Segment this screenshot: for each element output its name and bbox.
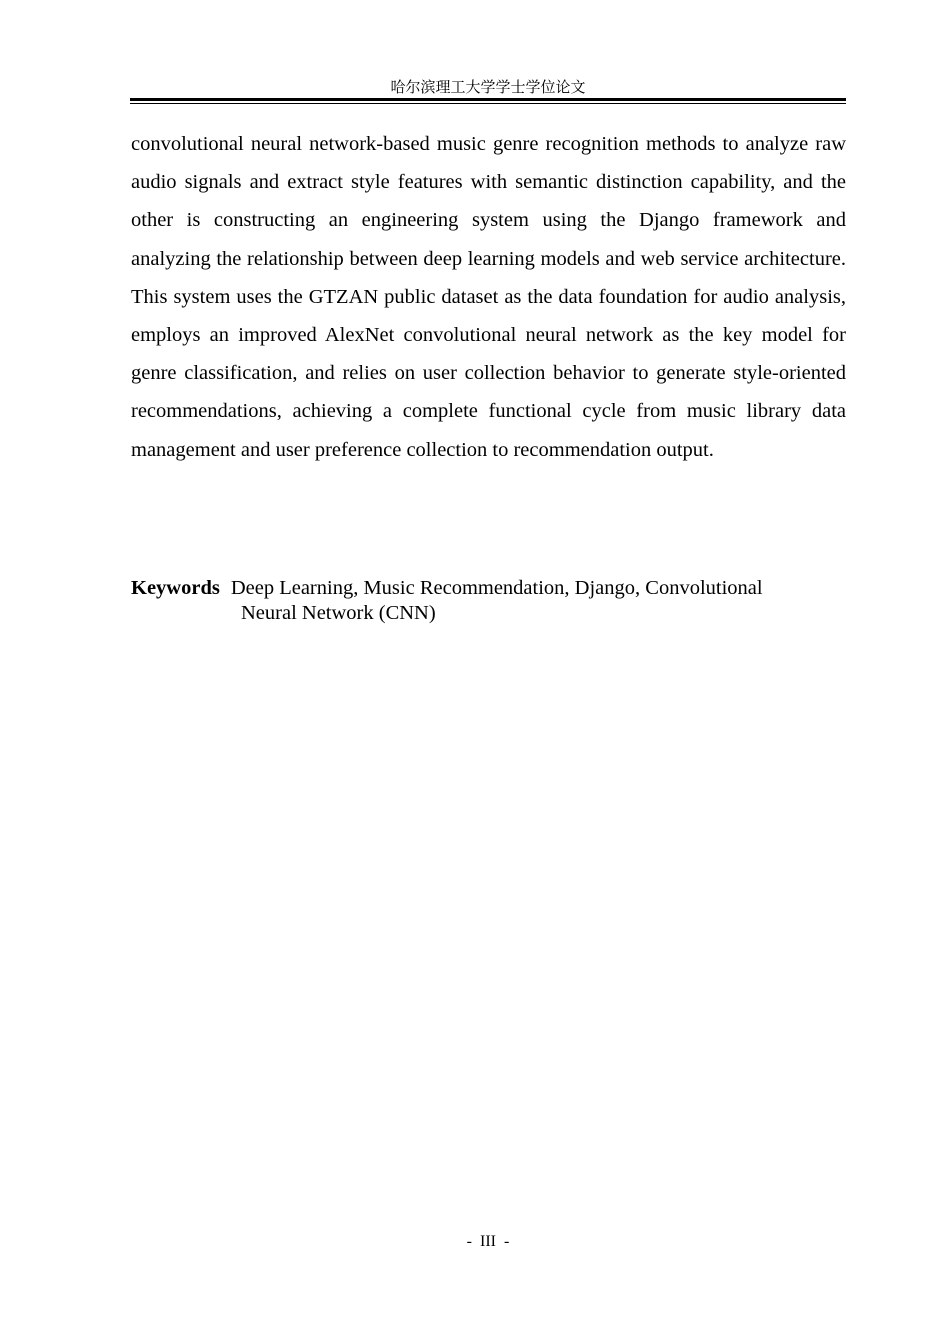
page-number: - III - xyxy=(466,1233,510,1250)
keywords-text-line2: Neural Network (CNN) xyxy=(241,602,436,624)
abstract-paragraph: convolutional neural network-based music genre recognition methods to analyze raw audio signals and extract style features with semantic distinction capability, and the other is constructing an engineering system using the Django framework and analyzing the relationship between deep learning models and web service architecture. This system uses the GTZAN public dataset as the data foundation for audio analysis, employs an improved AlexNet convolutional neural network as the key model for genre classification, and relies on user collection behavior to generate style-oriented recommendations, achieving a complete functional cycle from music library data management and user preference collection to recommendation output. xyxy=(131,133,846,461)
keywords-label: Keywords xyxy=(131,577,220,599)
header-rule-thin xyxy=(130,103,846,104)
keywords-block xyxy=(131,576,846,626)
keywords-text-line1: Deep Learning, Music Recommendation, Django, Convolutional xyxy=(230,577,763,599)
header-rule-thick xyxy=(130,98,846,101)
keywords-row xyxy=(131,576,846,601)
running-header: 哈尔滨理工大学学士学位论文 xyxy=(390,80,586,96)
